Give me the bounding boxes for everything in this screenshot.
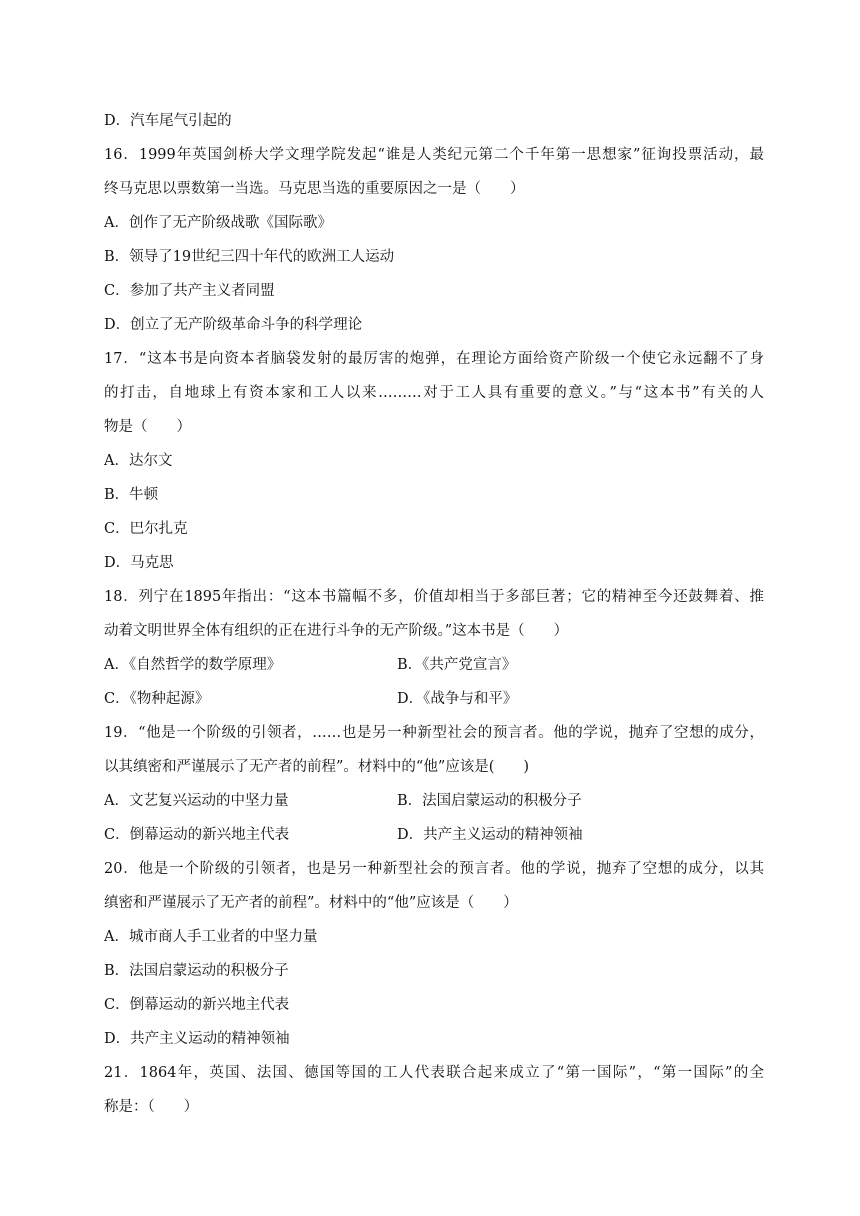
option-text: D．马克思: [104, 555, 174, 571]
option-text: D．共产主义运动的精神领袖: [397, 827, 583, 843]
option-text: C．倒幕运动的新兴地主代表: [104, 827, 290, 843]
question-text: 20．他是一个阶级的引领者，也是另一种新型社会的预言者。他的学说，抛弃了空想的成分，以其: [104, 861, 764, 877]
option-row: [104, 682, 764, 716]
option-text: C．巴尔扎克: [104, 521, 188, 537]
option-text: A．《自然哲学的数学原理》: [104, 657, 282, 673]
option-text: A．创作了无产阶级战歌《国际歌》: [104, 215, 332, 231]
option-text: C．参加了共产主义者同盟: [104, 283, 275, 299]
question-text: 的打击，自地球上有资本家和工人以来………对于工人具有重要的意义。”与“这本书”有关的人: [104, 385, 764, 401]
question-text: 17．“这本书是向资本者脑袋发射的最厉害的炮弹，在理论方面给资产阶级一个使它永远翻不了身: [104, 351, 764, 367]
option-text: A．达尔文: [104, 453, 173, 469]
question-text: 19．“他是一个阶级的引领者，……也是另一种新型社会的预言者。他的学说，抛弃了空想的成分，: [104, 725, 764, 741]
question-text: 物是（ ）: [104, 419, 191, 435]
option-text: B．法国启蒙运动的积极分子: [397, 793, 582, 809]
question-text: 终马克思以票数第一当选。马克思当选的重要原因之一是（ ）: [104, 181, 525, 197]
option-text: B．领导了19世纪三四十年代的欧洲工人运动: [104, 249, 395, 265]
option-text: A．文艺复兴运动的中坚力量: [104, 793, 289, 809]
question-text: 动着文明世界全体有组织的正在进行斗争的无产阶级。”这本书是（ ）: [104, 623, 569, 639]
option-text: B．法国启蒙运动的积极分子: [104, 963, 289, 979]
option-text: A．城市商人手工业者的中坚力量: [104, 929, 318, 945]
option-row: [104, 784, 764, 818]
exam-page: [104, 104, 764, 1124]
option-row: [104, 818, 764, 852]
question-text: 缜密和严谨展示了无产者的前程”。材料中的“他”应该是（ ）: [104, 895, 518, 911]
option-text: D．汽车尾气引起的: [104, 113, 232, 129]
option-text: C．《物种起源》: [104, 691, 210, 707]
option-text: D．创立了无产阶级革命斗争的科学理论: [104, 317, 363, 333]
option-text: B．牛顿: [104, 487, 159, 503]
option-text: C．倒幕运动的新兴地主代表: [104, 997, 290, 1013]
question-text: 称是：（ ）: [104, 1099, 199, 1115]
question-text: 21．1864年，英国、法国、德国等国的工人代表联合起来成立了“第一国际”，“第一国际”的全: [104, 1065, 764, 1081]
option-text: D．共产主义运动的精神领袖: [104, 1031, 290, 1047]
option-text: B．《共产党宣言》: [397, 657, 517, 673]
question-text: 18．列宁在1895年指出：“这本书篇幅不多，价值却相当于多部巨著；它的精神至今还鼓舞着、推: [104, 589, 764, 605]
question-text: 以其缜密和严谨展示了无产者的前程”。材料中的“他”应该是( ): [104, 759, 530, 775]
question-text: 16．1999年英国剑桥大学文理学院发起“谁是人类纪元第二个千年第一思想家”征询投票活动，最: [104, 147, 764, 163]
option-row: [104, 648, 764, 682]
option-text: D．《战争与和平》: [397, 691, 518, 707]
